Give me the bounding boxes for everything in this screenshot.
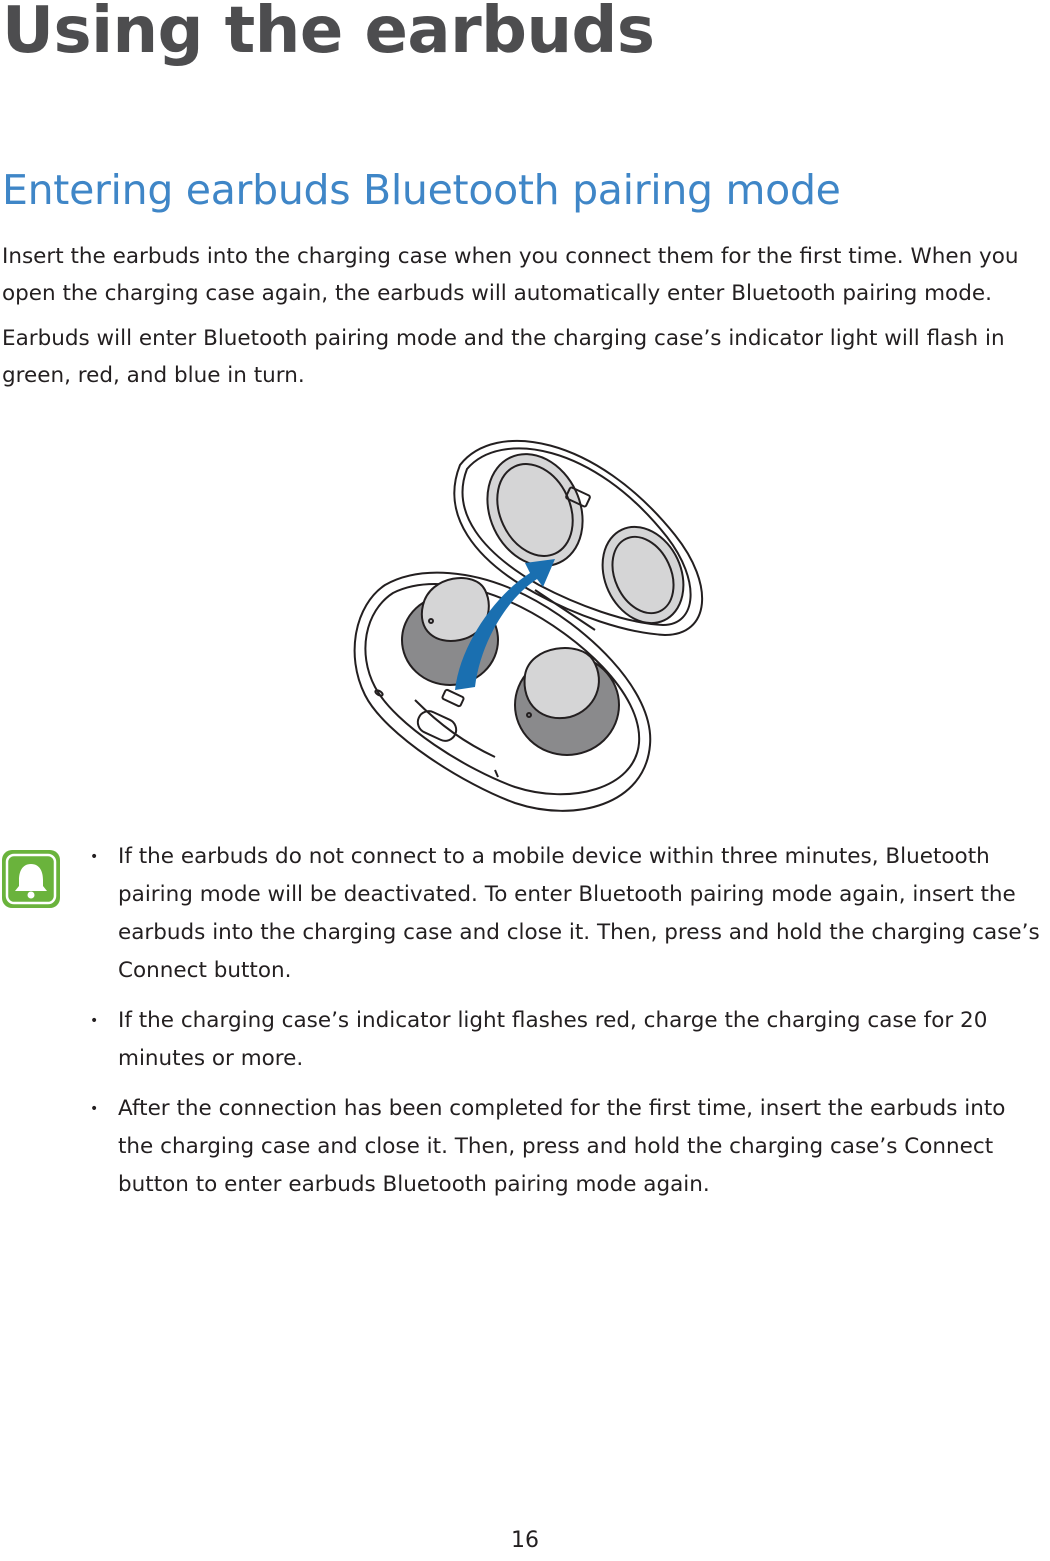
bullet-icon: • [90, 849, 99, 865]
notification-bell-icon [0, 848, 62, 910]
bullet-icon: • [90, 1013, 99, 1029]
note-item [90, 1090, 1045, 1204]
note-text: After the connection has been completed for the first time, insert the earbuds into the charging case and close it. Then, press and hold the charging case’s Connect button to enter earbuds Bluetooth pairing mode again. [118, 1096, 1006, 1197]
indicator-paragraph: Earbuds will enter Bluetooth pairing mode and the charging case’s indicator light will flash in green, red, and blue in turn. [2, 326, 1005, 388]
note-item [90, 1002, 1045, 1078]
bullet-icon: • [90, 1101, 99, 1117]
intro-paragraph: Insert the earbuds into the charging case when you connect them for the first time. When you open the charging case again, the earbuds will automatically enter Bluetooth pairing mode. [2, 244, 1019, 306]
note-list [90, 838, 1045, 1216]
note-item [90, 838, 1045, 990]
page-title: Using the earbuds [2, 0, 655, 68]
note-text: If the charging case’s indicator light flashes red, charge the charging case for 20 minutes or more. [118, 1008, 988, 1071]
section-heading: Entering earbuds Bluetooth pairing mode [2, 166, 841, 214]
page-number: 16 [511, 1528, 539, 1553]
note-text: If the earbuds do not connect to a mobile device within three minutes, Bluetooth pairing mode will be deactivated. To enter Bluetooth pairing mode again, insert the earbuds into the charging case and close it. Then, press and hold the charging case’s Connect button. [118, 844, 1040, 983]
earbuds-case-illustration [345, 425, 715, 815]
